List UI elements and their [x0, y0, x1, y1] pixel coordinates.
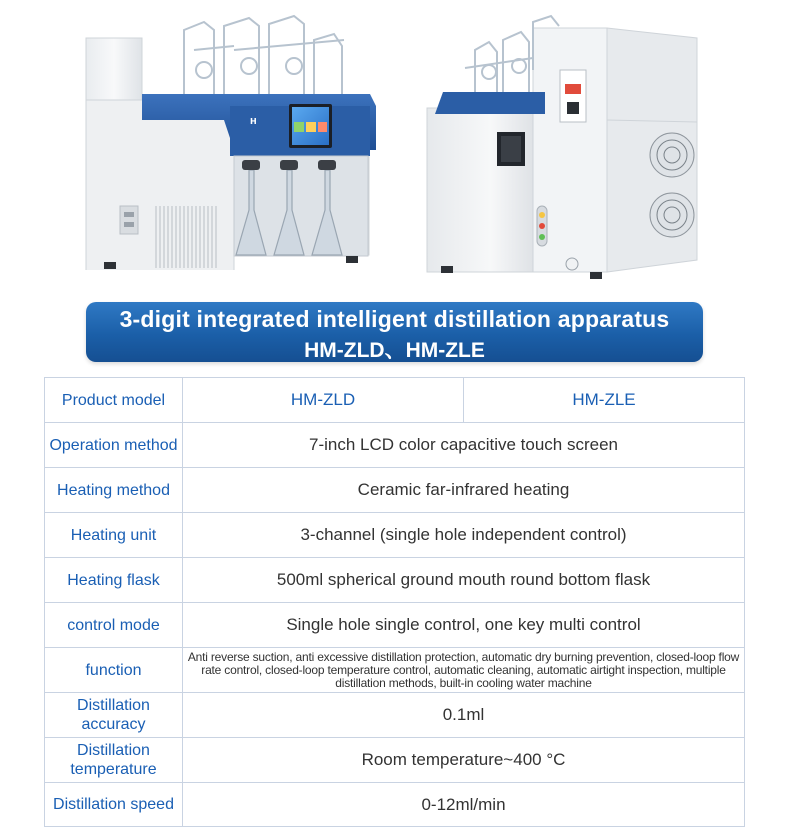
title-banner [86, 302, 703, 362]
row-label: Heating unit [45, 513, 183, 558]
model-hm-zle: HM-ZLE [464, 378, 745, 423]
row-value: 0.1ml [183, 693, 745, 738]
row-value: 0-12ml/min [183, 783, 745, 827]
table-header-row [45, 378, 745, 423]
row-label: Distillation accuracy [45, 693, 183, 738]
row-label: Distillation temperature [45, 738, 183, 783]
table-row [45, 558, 745, 603]
table-row [45, 738, 745, 783]
table-row [45, 693, 745, 738]
table-row [45, 783, 745, 827]
back-view-apparatus-image [425, 10, 715, 285]
row-label: Heating method [45, 468, 183, 513]
row-value: Room temperature~400 °C [183, 738, 745, 783]
table-row [45, 513, 745, 558]
row-label: function [45, 648, 183, 693]
product-model-label: Product model [45, 378, 183, 423]
row-value: 500ml spherical ground mouth round bottom flask [183, 558, 745, 603]
row-value-function: Anti reverse suction, anti excessive distillation protection, automatic dry burning prevention, closed-loop flow rate control, closed-loop temperature control, automatic cleaning, automatic airtight inspection, multiple distillation methods, built-in cooling water machine [183, 648, 745, 693]
table-row [45, 423, 745, 468]
row-label: control mode [45, 603, 183, 648]
banner-title: 3-digit integrated intelligent distillation apparatus [119, 306, 670, 332]
banner-models: HM-ZLD、HM-ZLE [304, 339, 485, 362]
table-row [45, 648, 745, 693]
table-row [45, 468, 745, 513]
row-value: 3-channel (single hole independent control) [183, 513, 745, 558]
specification-table [44, 377, 745, 827]
model-hm-zld: HM-ZLD [183, 378, 464, 423]
svg-text:H: H [250, 117, 257, 126]
row-label: Distillation speed [45, 783, 183, 827]
row-label: Operation method [45, 423, 183, 468]
front-view-apparatus-image [84, 10, 384, 270]
row-value: Ceramic far-infrared heating [183, 468, 745, 513]
row-value: 7-inch LCD color capacitive touch screen [183, 423, 745, 468]
row-label: Heating flask [45, 558, 183, 603]
table-row [45, 603, 745, 648]
row-value: Single hole single control, one key multi control [183, 603, 745, 648]
